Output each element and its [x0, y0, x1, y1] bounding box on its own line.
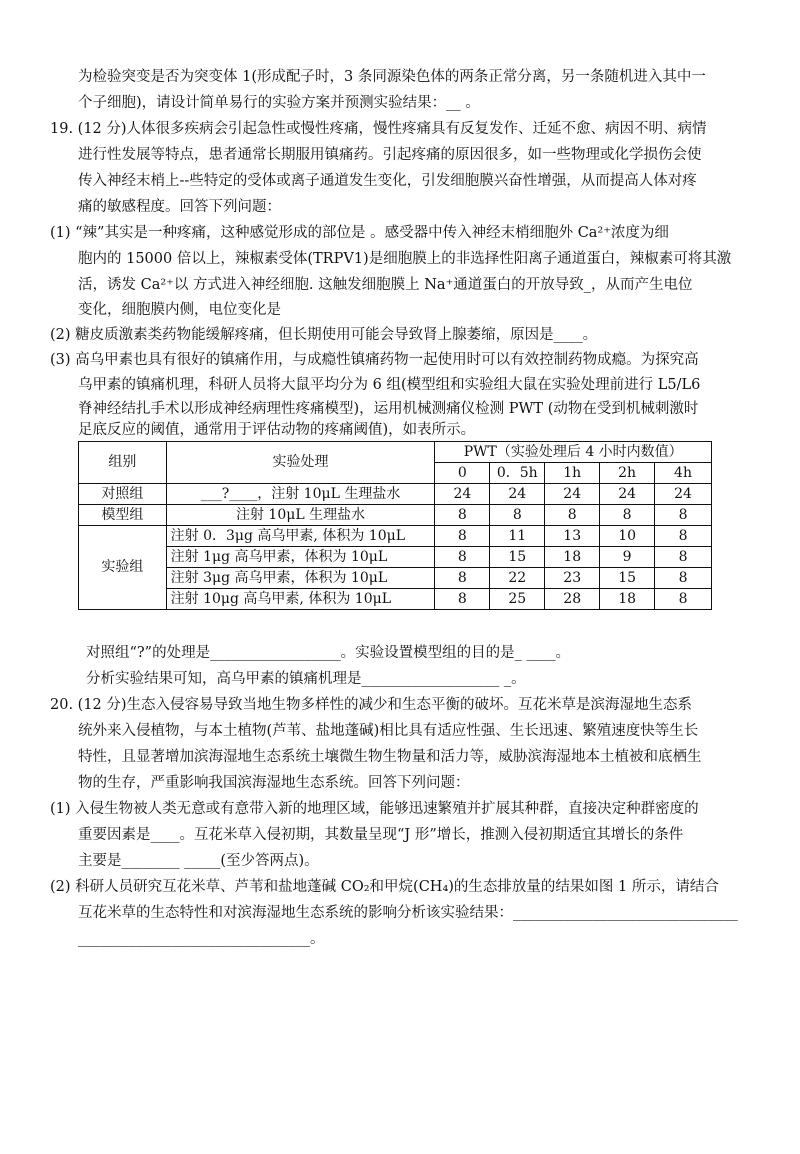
- value-cell: 8: [655, 526, 712, 547]
- q20-part2-line-2: 互花米草的生态特性和对滨海湿地生态系统的影响分析该实验结果：_______________________________: [78, 905, 738, 921]
- value-cell: 8: [655, 547, 712, 568]
- value-cell: 24: [545, 484, 600, 505]
- q20-part1-line-1: (1) 入侵生物被人类无意或有意带入新的地理区域，能够迅速繁殖并扩展其种群，直接决定种群密度的: [50, 801, 699, 817]
- value-cell: 15: [600, 568, 655, 589]
- table-row: [79, 505, 712, 526]
- value-cell: 8: [435, 526, 490, 547]
- value-cell: 18: [545, 547, 600, 568]
- header-treatment: 实验处理: [166, 442, 435, 484]
- value-cell: 8: [435, 568, 490, 589]
- table-row: [79, 568, 712, 589]
- table-row: [79, 589, 712, 610]
- group-cell: 实验组: [79, 526, 167, 610]
- value-cell: 8: [435, 589, 490, 610]
- q19-part3-line-3: 脊神经结扎手术以形成神经病理性疼痛模型)，运用机械测痛仪检测 PWT (动物在受到机械刺激时: [78, 401, 699, 417]
- table-row: [79, 484, 712, 505]
- intro-line-1: 为检验突变是否为突变体 1(形成配子时，3 条同源染色体的两条正常分离，另一条随机进入其中一: [78, 69, 706, 85]
- q19-part1-line-3: 活，诱发 Ca²⁺以 方式进入神经细胞. 这触发细胞膜上 Na⁺通道蛋白的开放导致_，从而产生电位: [78, 277, 693, 293]
- table-header-row: [79, 442, 712, 463]
- q19-part1-line-2: 胞内的 15000 倍以上，辣椒素受体(TRPV1)是细胞膜上的非选择性阳离子通道蛋白，辣椒素可将其激: [78, 251, 732, 267]
- value-cell: 24: [490, 484, 545, 505]
- q19-part1-line-1: (1) “辣”其实是一种疼痛，这种感觉形成的部位是 。感受器中传入神经末梢细胞外 Ca²⁺浓度为细: [50, 225, 669, 241]
- value-cell: 8: [435, 505, 490, 526]
- value-cell: 18: [600, 589, 655, 610]
- q20-part1-line-3: 主要是________ _____(至少答两点)。: [78, 853, 319, 869]
- value-cell: 28: [545, 589, 600, 610]
- table-row: [79, 526, 712, 547]
- treatment-cell: 注射 0．3μg 高乌甲素, 体积为 10μL: [166, 526, 435, 547]
- value-cell: 8: [435, 547, 490, 568]
- header-time: 0: [435, 463, 490, 484]
- table-row: [79, 547, 712, 568]
- header-time: 2h: [600, 463, 655, 484]
- value-cell: 8: [600, 505, 655, 526]
- q19-stem-line-4: 痛的敏感程度。回答下列问题：: [78, 199, 281, 215]
- q19-part2: (2) 糖皮质激素类药物能缓解疼痛，但长期使用可能会导致肾上腺萎缩，原因是____。: [50, 327, 598, 343]
- header-time: 4h: [655, 463, 712, 484]
- value-cell: 10: [600, 526, 655, 547]
- q20-stem-line-3: 特性，且显著增加滨海湿地生态系统土壤微生物生物量和活力等，威胁滨海湿地本土植被和底栖生: [78, 749, 702, 765]
- value-cell: 24: [435, 484, 490, 505]
- q19-after-table-1: 对照组“?”的处理是__________________。实验设置模型组的目的是_ ____。: [86, 645, 570, 661]
- treatment-cell: 注射 3μg 高乌甲素，体积为 10μL: [166, 568, 435, 589]
- treatment-cell: 注射 10μg 高乌甲素, 体积为 10μL: [166, 589, 435, 610]
- header-time: 1h: [545, 463, 600, 484]
- treatment-cell: ___?____，注射 10μL 生理盐水: [166, 484, 435, 505]
- q20-stem-line-1: 20. (12 分)生态入侵容易导致当地生物多样性的减少和生态平衡的破坏。互花米草是滨海湿地生态系: [50, 697, 693, 713]
- experiment-table: [78, 441, 712, 610]
- q19-after-table-2: 分析实验结果可知，高乌甲素的镇痛机理是___________________ _。: [86, 671, 526, 687]
- q20-stem-line-2: 统外来入侵植物，与本土植物(芦苇、盐地蓬碱)相比具有适应性强、生长迅速、繁殖速度快等生长: [78, 723, 699, 739]
- q19-stem-line-1: 19. (12 分)人体很多疾病会引起急性或慢性疼痛，慢性疼痛具有反复发作、迁延不愈、病因不明、病情: [50, 121, 707, 137]
- q19-part3-line-2: 乌甲素的镇痛机理，科研人员将大鼠平均分为 6 组(模型组和实验组大鼠在实验处理前进行 L5/L6: [78, 377, 701, 393]
- q19-part3-line-1: (3) 高乌甲素也具有很好的镇痛作用，与成瘾性镇痛药物一起使用时可以有效控制药物成瘾。为探究高: [50, 352, 699, 368]
- header-pwt: PWT（实验处理后 4 小时内数值）: [435, 442, 712, 463]
- q20-stem-line-4: 物的生存，严重影响我国滨海湿地生态系统。回答下列问题：: [78, 775, 470, 791]
- q19-stem-line-2: 进行性发展等特点，患者通常长期服用镇痛药。引起疼痛的原因很多，如一些物理或化学损伤会使: [78, 147, 702, 163]
- q20-part1-line-2: 重要因素是____。互花米草入侵初期，其数量呈现“J 形”增长，推测入侵初期适宜其增长的条件: [78, 827, 684, 843]
- q19-stem-line-3: 传入神经末梢上--些特定的受体或离子通道发生变化，引发细胞膜兴奋性增强，从而提高人体对疼: [78, 173, 697, 189]
- value-cell: 24: [655, 484, 712, 505]
- value-cell: 24: [600, 484, 655, 505]
- value-cell: 11: [490, 526, 545, 547]
- value-cell: 9: [600, 547, 655, 568]
- value-cell: 8: [545, 505, 600, 526]
- intro-line-2: 个子细胞)，请设计简单易行的实验方案并预测实验结果：__ 。: [78, 95, 480, 111]
- treatment-cell: 注射 1μg 高乌甲素，体积为 10μL: [166, 547, 435, 568]
- q19-part3-line-4: 足底反应的阈值，通常用于评估动物的疼痛阈值)，如表所示。: [78, 422, 476, 438]
- treatment-cell: 注射 10μL 生理盐水: [166, 505, 435, 526]
- q19-part1-line-4: 变化，细胞膜内侧，电位变化是: [78, 302, 281, 318]
- value-cell: 25: [490, 589, 545, 610]
- value-cell: 22: [490, 568, 545, 589]
- q20-part2-line-1: (2) 科研人员研究互花米草、芦苇和盐地蓬碱 CO₂和甲烷(CH₄)的生态排放量的结果如图 1 所示，请结合: [50, 879, 719, 895]
- value-cell: 8: [655, 589, 712, 610]
- q20-part2-line-3: ________________________________。: [78, 931, 325, 947]
- group-cell: 模型组: [79, 505, 167, 526]
- group-cell: 对照组: [79, 484, 167, 505]
- header-time: 0．5h: [490, 463, 545, 484]
- value-cell: 8: [655, 568, 712, 589]
- value-cell: 8: [655, 505, 712, 526]
- header-group: 组别: [79, 442, 167, 484]
- value-cell: 8: [490, 505, 545, 526]
- value-cell: 15: [490, 547, 545, 568]
- value-cell: 23: [545, 568, 600, 589]
- value-cell: 13: [545, 526, 600, 547]
